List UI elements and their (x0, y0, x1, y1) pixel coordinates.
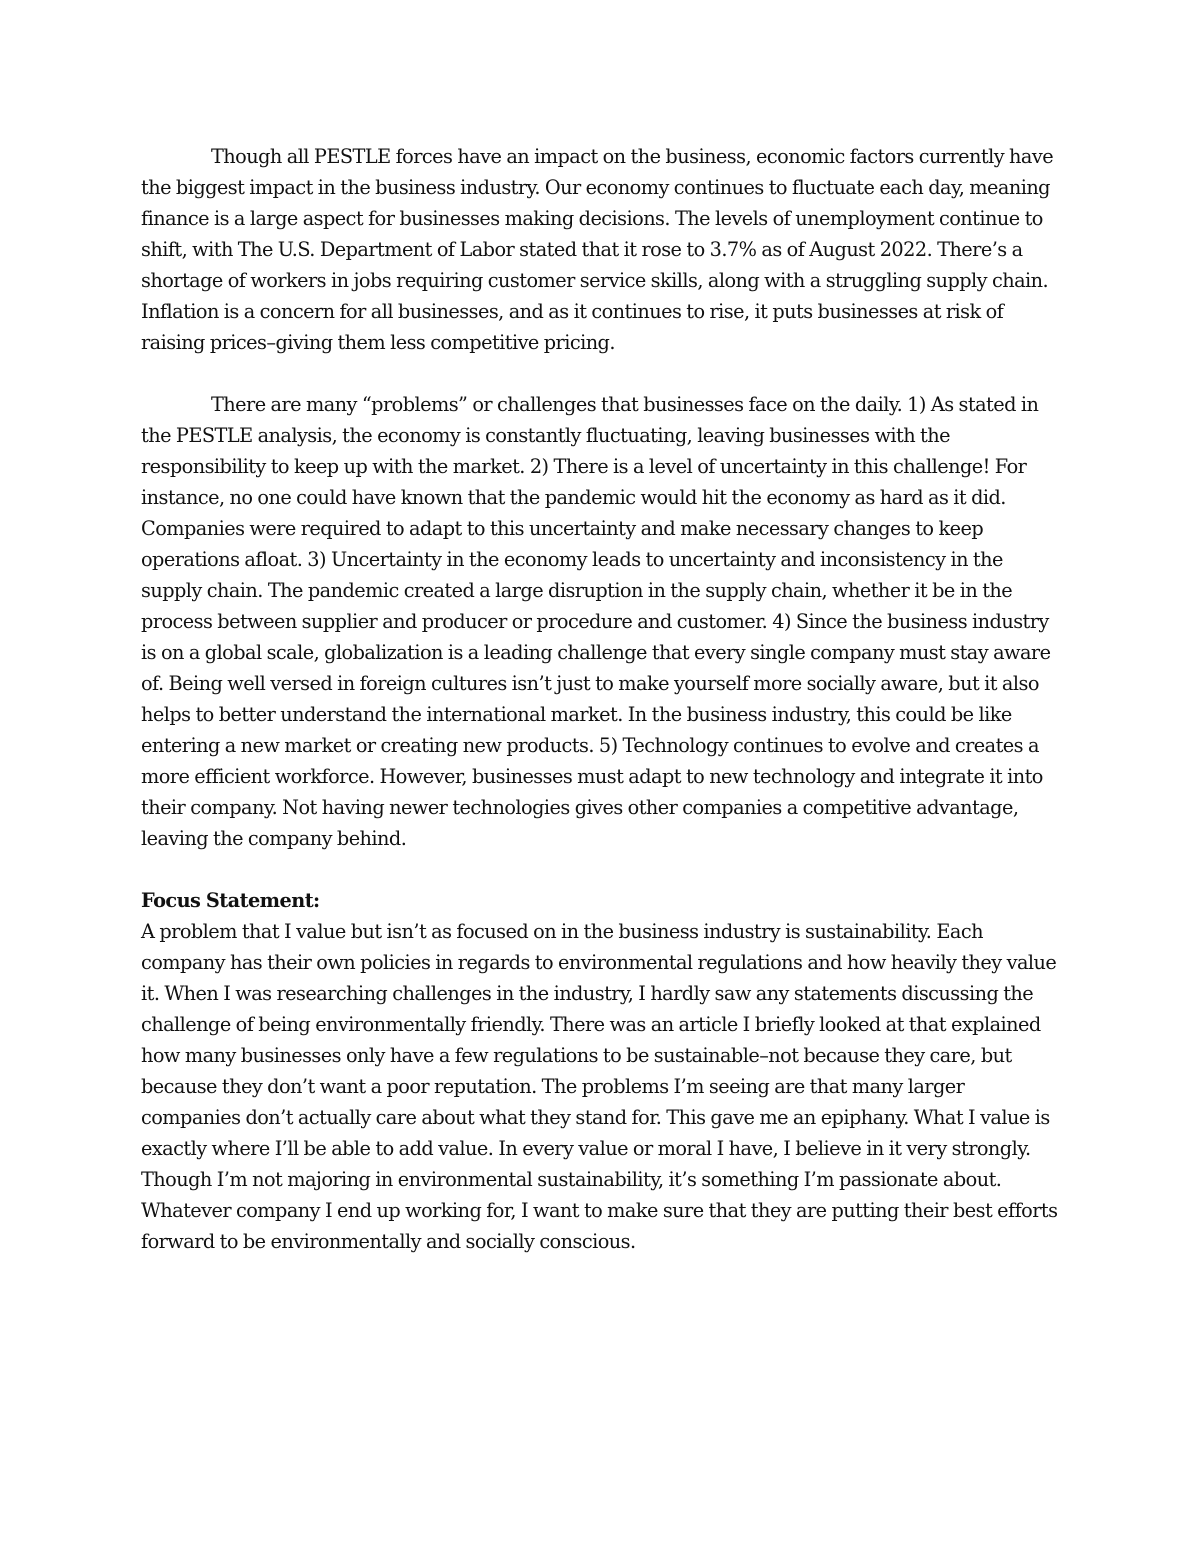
document-page (141, 141, 1059, 1257)
focus-statement-body: A problem that I value but isn’t as focused on in the business industry is sustainability. Each company has their own policies in regards to environmental regulations and how heavily they value it. When I was researching challenges in the industry, I hardly saw any statements discussing the challenge of being environmentally friendly. There was an article I briefly looked at that explained how many businesses only have a few regulations to be sustainable–not because they care, but because they don’t want a poor reputation. The problems I’m seeing are that many larger companies don’t actually care about what they stand for. This gave me an epiphany. What I value is exactly where I’ll be able to add value. In every value or moral I have, I believe in it very strongly. Though I’m not majoring in environmental sustainability, it’s something I’m passionate about. Whatever company I end up working for, I want to make sure that they are putting their best efforts forward to be environmentally and socially conscious. (141, 920, 1058, 1253)
challenges-paragraph: There are many “problems” or challenges that businesses face on the daily. 1) As stated in the PESTLE analysis, the economy is constantly fluctuating, leaving businesses with the responsibility to keep up with the market. 2) There is a level of uncertainty in this challenge! For instance, no one could have known that the pandemic would hit the economy as hard as it did. Companies were required to adapt to this uncertainty and make necessary changes to keep operations afloat. 3) Uncertainty in the economy leads to uncertainty and inconsistency in the supply chain. The pandemic created a large disruption in the supply chain, whether it be in the process between supplier and producer or procedure and customer. 4) Since the business industry is on a global scale, globalization is a leading challenge that every single company must stay aware of. Being well versed in foreign cultures isn’t just to make yourself more socially aware, but it also helps to better understand the international market. In the business industry, this could be like entering a new market or creating new products. 5) Technology continues to evolve and creates a more efficient workforce. However, businesses must adapt to new technology and integrate it into their company. Not having newer technologies gives other companies a competitive advantage, leaving the company behind. (141, 393, 1051, 850)
pestle-paragraph: Though all PESTLE forces have an impact on the business, economic factors currently have the biggest impact in the business industry. Our economy continues to fluctuate each day, meaning finance is a large aspect for businesses making decisions. The levels of unemployment continue to shift, with The U.S. Department of Labor stated that it rose to 3.7% as of August 2022. There’s a shortage of workers in jobs requiring customer service skills, along with a struggling supply chain. Inflation is a concern for all businesses, and as it continues to rise, it puts businesses at risk of raising prices–giving them less competitive pricing. (141, 145, 1054, 354)
focus-statement-heading: Focus Statement: (141, 889, 320, 912)
